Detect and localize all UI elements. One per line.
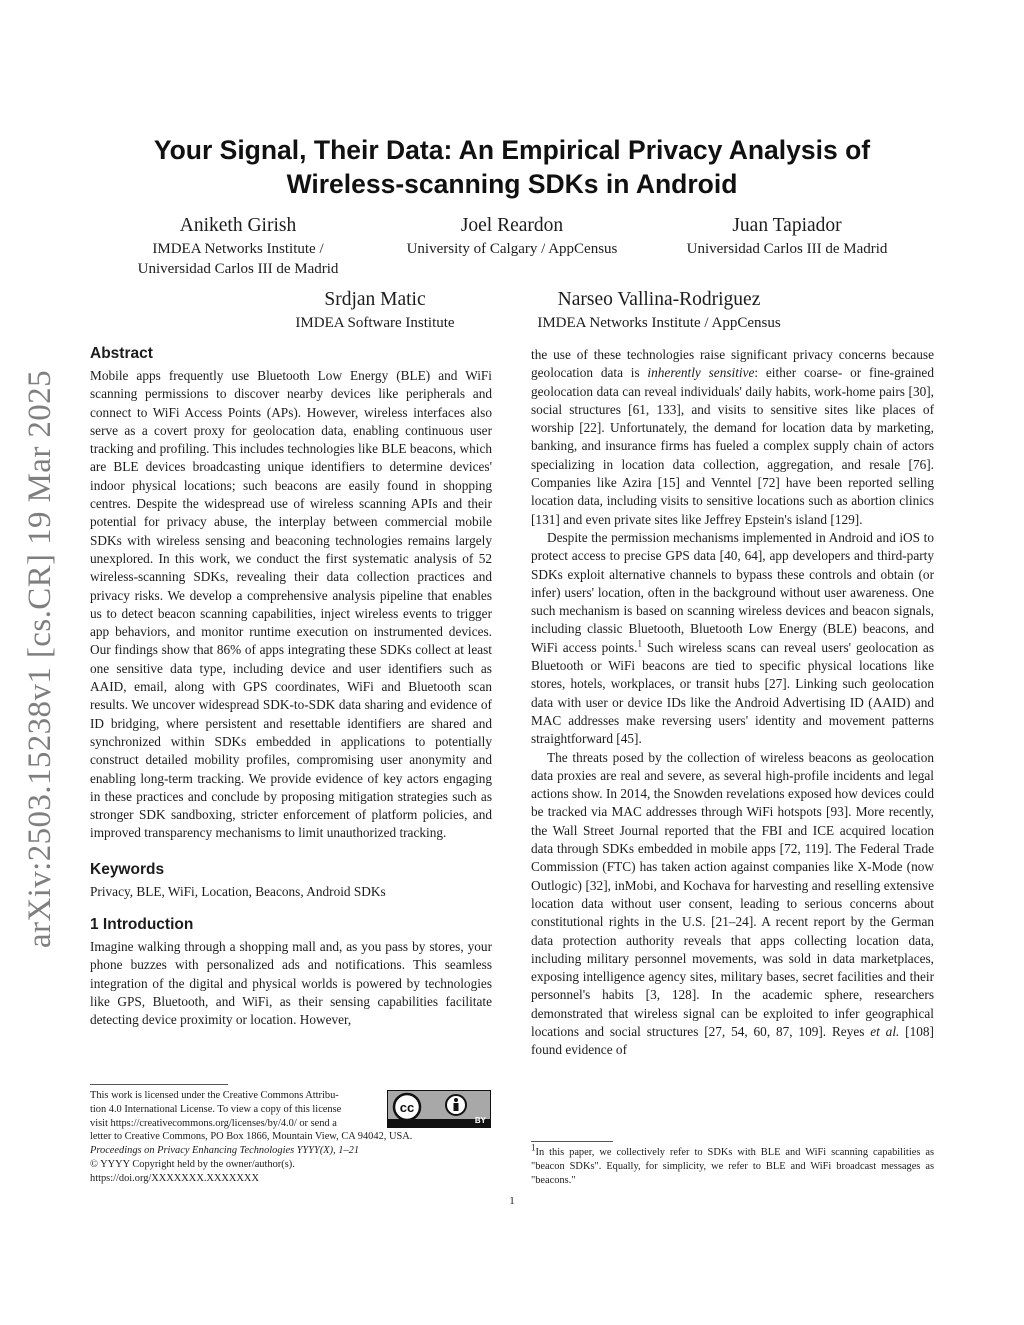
author-affiliation: University of Calgary / AppCensus [406,241,618,257]
cc-by-label: BY [474,1116,486,1125]
footnote-number: 1 [531,1142,536,1153]
svg-text:cc: cc [399,1100,415,1115]
license-footer-rule [90,1084,228,1085]
threats-paragraph [531,749,934,1060]
author-name: Aniketh Girish [179,215,297,236]
author-block-reardon [380,214,644,259]
author-affiliation: IMDEA Networks Institute / [152,241,324,257]
author-affiliation: Universidad Carlos III de Madrid [686,241,888,257]
paper-title [90,133,934,201]
author-name: Srdjan Matic [324,289,426,310]
abstract-text: Mobile apps frequently use Bluetooth Low Energy (BLE) and WiFi scanning permissions to discover nearby devices like peripherals and connect to WiFi Access Points (APs). However, wireless interfaces also serve as a covert proxy for geolocation data, enabling continuous user tracking and profiling. This includes technologies like BLE beacons, which are BLE devices broadcasting unique identifiers to determine devices' indoor physical locations; such beacons are easily found in shopping centres. Despite the widespread use of wireless scanning APIs and their potential for privacy abuse, the interplay between commercial mobile SDKs with wireless sensing and beaconing technologies remains largely unexplored. In this work, we conduct the first systematic analysis of 52 wireless-scanning SDKs, revealing their data collection practices and privacy risks. We develop a comprehensive analysis pipeline that enables us to detect beacon scanning capabilities, inject wireless events to trigger app behaviors, and monitor runtime execution on instrumented devices. Our findings show that 86% of apps integrating these SDKs collect at least one sensitive data type, including device and user identifiers such as AAID, email, along with GPS coordinates, WiFi and Bluetooth scan results. We uncover widespread SDK-to-SDK data sharing and evidence of ID bridging, where persistent and resettable identifiers are shared and synchronized within SDKs embedded in applications to potentially construct detailed mobility profiles, compromising user anonymity and enabling long-term tracking. We provide evidence of key actors engaging in these practices and conclude by proposing mitigation strategies such as stronger SDK sandboxing, stricter enforcement of platform policies, and improved transparency mechanisms to limit unauthorized tracking. [90,368,492,841]
proceedings-line: Proceedings on Privacy Enhancing Technologies YYYY(X), 1–21 [90,1145,360,1157]
copyright-line: © YYYY Copyright held by the owner/author(s). [90,1158,295,1170]
abstract-heading: Abstract [90,345,153,362]
footnote-text: In this paper, we collectively refer to SDKs with BLE and WiFi scanning capabilities as "beacon SDKs". Equally, for simplicity, we refer to BLE and WiFi broadcast messages as "beacons." [531,1147,934,1186]
footnote-block [531,1142,934,1187]
paragraph-text: Such wireless scans can reveal users' geolocation as Bluetooth or WiFi beacons are tied to specific physical locations like stores, hotels, workplaces, or transit hubs [27]. Linking such geolocation data with user or device IDs like the Android Advertising ID (AAID) and MAC addresses make reversing users' identity and movement patterns straightforward [45]. [531,639,934,747]
author-block-tapiador [660,214,914,259]
permission-mechanisms-paragraph [531,529,934,749]
arxiv-identifier-stamp: arXiv:2503.15238v1 [cs.CR] 19 Mar 2025 [22,370,58,948]
doi-link[interactable]: https://doi.org/XXXXXXX.XXXXXXX [90,1172,259,1184]
cc-by-license-badge[interactable] [387,1090,491,1128]
emphasis-text: et al. [870,1023,900,1039]
right-column [531,346,934,1060]
title-line-2: Wireless-scanning SDKs in Android [286,169,738,199]
page-number: 1 [509,1195,515,1207]
author-block-girish [100,214,376,279]
footnote-marker[interactable]: 1 [637,638,642,649]
keywords-heading: Keywords [90,860,165,878]
paragraph-text: The threats posed by the collection of wireless beacons as geolocation data proxies are real and severe, as several high-profile incidents and legal actions show. In 2014, the Snowden revelations exposed how devices could be tracked via MAC addresses through WiFi hotspots [93]. More recently, the Wall Street Journal reported that the FBI and ICE acquired location data through SDKs embedded in mobile apps [72, 119]. The Federal Trade Commission (FTC) has taken action against companies like X-Mode (now Outlogic) [32], inMobi, and Kochava for harvesting and reselling extensive location data without user consent, leading to serious concerns about constitutional rights in the U.S. [21–24]. A recent report by the German data protection authority reveals that apps collecting location data, including military personnel movements, was sold in data marketplaces, exposing intelligence agency sites, military bases, secret facilities and their personnel's habits [3, 128]. In the academic sphere, researchers demonstrated that wireless signal can be exploited to infer geographical locations and social structures [27, 54, 60, 87, 109]. Reyes [531,749,934,1039]
introduction-heading: 1 Introduction [90,916,194,934]
left-column [90,344,492,1030]
author-block-vallina-rodriguez [510,288,808,333]
license-line: letter to Creative Commons, PO Box 1866, Mountain View, CA 94042, USA. [90,1131,413,1143]
title-line-1: Your Signal, Their Data: An Empirical Privacy Analysis of [153,135,871,165]
footnote-rule [531,1141,613,1142]
author-name: Narseo Vallina-Rodriguez [557,289,761,310]
paragraph-text: Despite the permission mechanisms implemented in Android and iOS to protect access to precise GPS data [40, 64], app developers and third-party SDKs exploit alternative channels to bypass these controls and obtain (or infer) users' location, often in the background without user awareness. One such mechanism is based on scanning wireless devices and beacon signals, including classic Bluetooth, Bluetooth Low Energy (BLE) beacons, and WiFi access points. [531,529,934,655]
author-name: Juan Tapiador [732,215,842,236]
author-affiliation: IMDEA Software Institute [295,315,455,331]
author-affiliation: IMDEA Networks Institute / AppCensus [537,315,781,331]
intro-paragraph: Imagine walking through a shopping mall and, as you pass by stores, your phone buzzes with personalized ads and notifications. This seamless integration of the digital and physical worlds is powered by technologies like GPS, Bluetooth, and WiFi, as their sensing capabilities facilitate detecting device proximity or location. However, [90,939,492,1028]
author-affiliation: Universidad Carlos III de Madrid [137,261,339,277]
license-url-line[interactable]: visit https://creativecommons.org/licenses/by/4.0/ or send a [90,1117,337,1129]
author-block-matic [268,288,482,333]
keywords-text: Privacy, BLE, WiFi, Location, Beacons, Android SDKs [90,883,386,899]
license-line: tion 4.0 International License. To view a copy of this license [90,1103,342,1115]
paragraph-text: the use of these technologies raise significant privacy concerns because geolocation data is [531,347,934,381]
emphasis-text: inherently sensitive [647,365,755,381]
author-name: Joel Reardon [460,215,564,236]
intro-paragraph-continued [531,346,934,529]
paragraph-text: : either coarse- or fine-grained geolocation data can reveal individuals' daily habits, work-home pairs [30], social structures [61, 133], and visits to sensitive sites like places of worship [22]. Unfortunately, the demand for location data by marketing, banking, and insurance firms has fueled a complex supply chain of actors specializing in location data collection, aggregation, and resale [76]. Companies like Azira [15] and Venntel [72] have been reported selling location data, including visits to sensitive locations such as abortion clinics [131] and even private sites like Jeffrey Epstein's island [129]. [531,365,934,527]
paragraph-text: [108] found evidence of [531,1023,934,1058]
cc-icon [390,1092,488,1126]
license-line: This work is licensed under the Creative Commons Attribu- [90,1090,339,1101]
